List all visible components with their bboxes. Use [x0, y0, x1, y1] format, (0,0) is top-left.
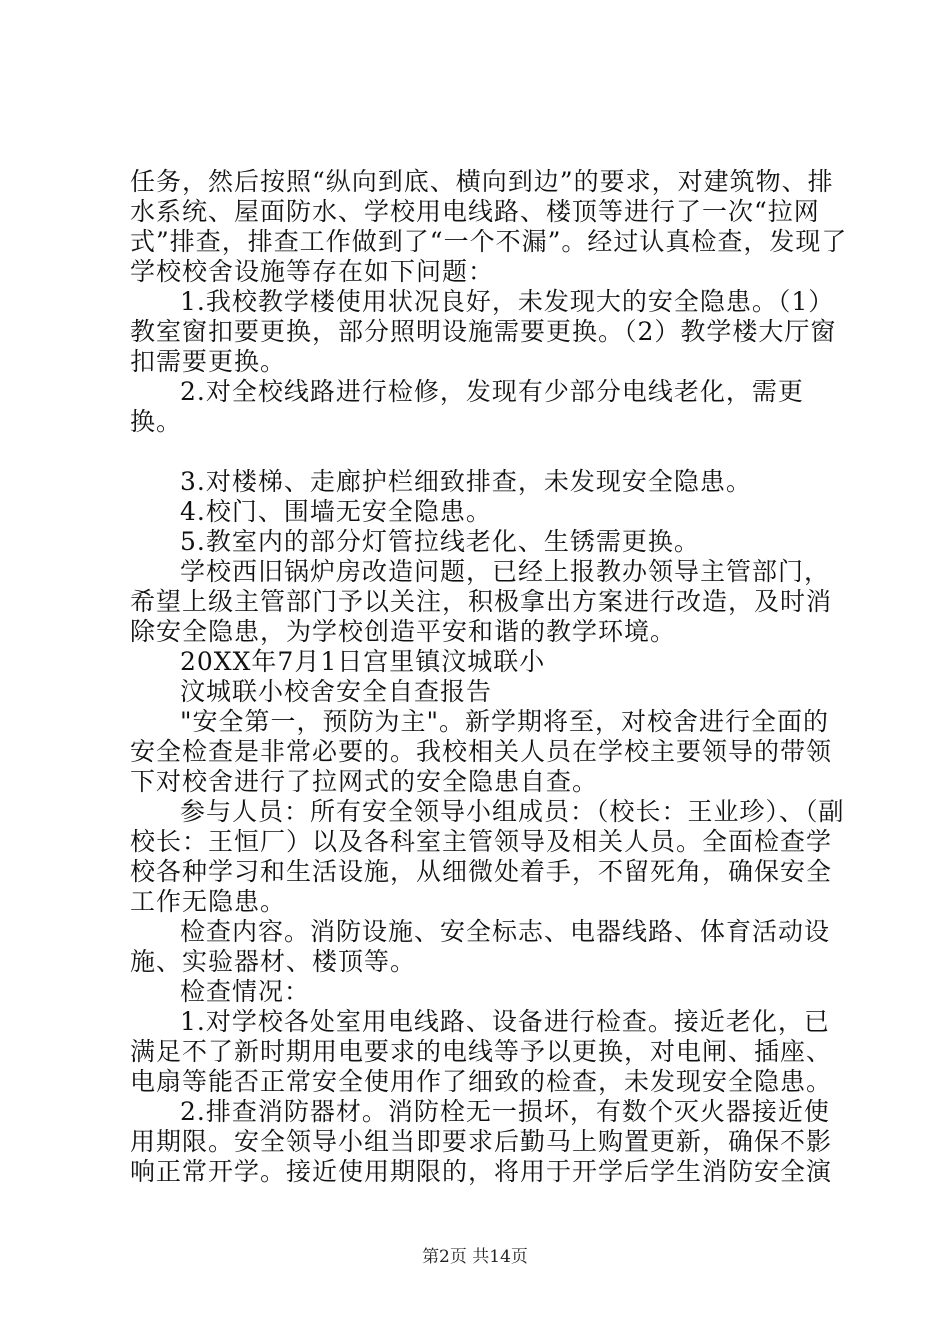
paragraph-item-2: 2.对全校线路进行检修，发现有少部分电线老化，需更换。	[130, 377, 804, 436]
page-number: 第2页 共14页	[422, 1247, 528, 1267]
paragraph-inspection-content: 检查内容。消防设施、安全标志、电器线路、体育活动设施、实验器材、楼顶等。	[130, 917, 831, 976]
paragraph-intro: "安全第一，预防为主"。新学期将至，对校舍进行全面的安全检查是非常必要的。我校相关人员在学校主要领导的带领下对校舍进行了拉网式的安全隐患自查。	[130, 707, 833, 796]
paragraph-item-4: 4.校门、围墙无安全隐患。	[180, 497, 492, 526]
report-title: 汶城联小校舍安全自查报告	[180, 677, 493, 706]
paragraph-date-signature: 20XX年7月1日宫里镇汶城联小	[180, 647, 546, 676]
paragraph-item-1: 1.我校教学楼使用状况良好，未发现大的安全隐患。（1）教室窗扣要更换，部分照明设施需要更换。（2）教学楼大厅窗扣需要更换。	[130, 287, 837, 376]
document-body	[130, 167, 850, 1187]
paragraph-boiler-room: 学校西旧锅炉房改造问题，已经上报教办领导主管部门，希望上级主管部门予以关注，积极拿出方案进行改造，及时消除安全隐患，为学校创造平安和谐的教学环境。	[130, 557, 833, 646]
paragraph-inspection-item-1: 1.对学校各处室用电线路、设备进行检查。接近老化，已满足不了新时期用电要求的电线等予以更换，对电闸、插座、电扇等能否正常安全使用作了细致的检查，未发现安全隐患。	[130, 1007, 833, 1096]
paragraph-inspection-item-2: 2.排查消防器材。消防栓无一损坏，有数个灭火器接近使用期限。安全领导小组当即要求后勤马上购置更新，确保不影响正常开学。接近使用期限的，将用于开学后学生消防安全演	[130, 1097, 833, 1186]
paragraph-continuation: 任务，然后按照“纵向到底、横向到边”的要求，对建筑物、排水系统、屋面防水、学校用电线路、楼顶等进行了一次“拉网式”排查，排查工作做到了“一个不漏”。经过认真检查，发现了学校校舍设施等存在如下问题：	[130, 167, 848, 286]
paragraph-inspection-heading: 检查情况：	[180, 977, 311, 1006]
paragraph-participants: 参与人员：所有安全领导小组成员：（校长：王业珍）、（副校长：王恒厂）以及各科室主管领导及相关人员。全面检查学校各种学习和生活设施，从细微处着手，不留死角，确保安全工作无隐患。	[130, 797, 845, 916]
paragraph-item-3: 3.对楼梯、走廊护栏细致排查，未发现安全隐患。	[180, 467, 752, 496]
page-footer	[0, 1242, 950, 1267]
paragraph-item-5: 5.教室内的部分灯管拉线老化、生锈需更换。	[180, 527, 700, 556]
